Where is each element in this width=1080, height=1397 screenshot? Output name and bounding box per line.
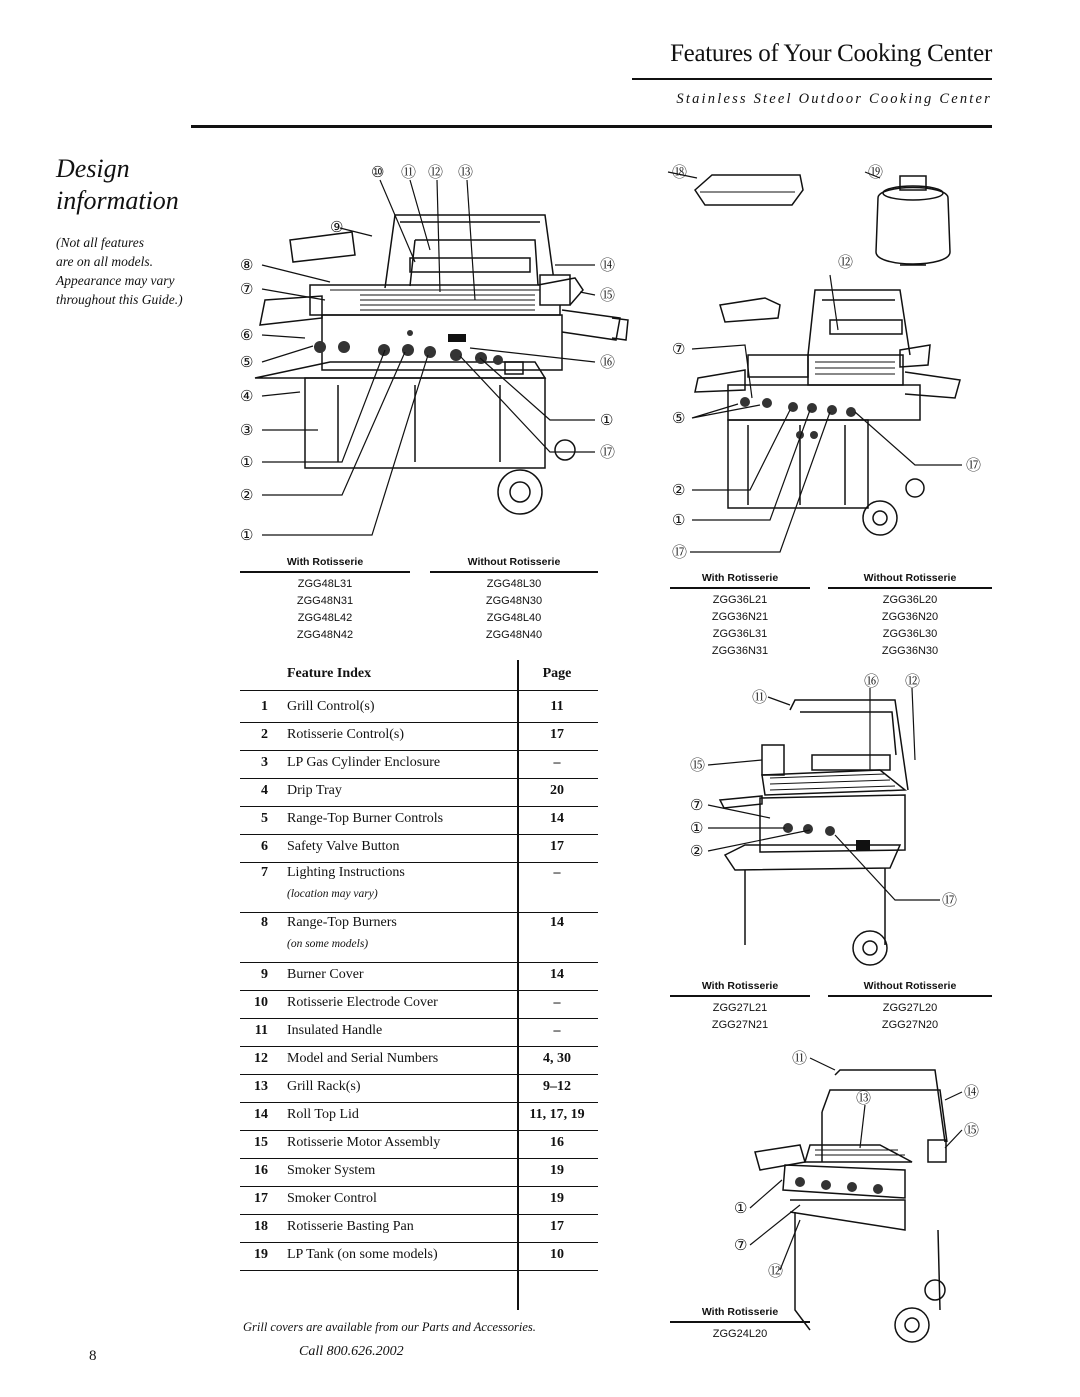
feature-number: 19	[254, 1247, 268, 1262]
model-number: ZGG48L30	[486, 578, 542, 590]
callout-label: ⑭	[600, 257, 616, 274]
callout-label: ⑫	[905, 673, 921, 690]
feature-page: –	[553, 1023, 561, 1038]
model-number: ZGG48L31	[297, 578, 353, 590]
callout-label: ④	[240, 388, 254, 405]
feature-row	[240, 1215, 598, 1243]
callout-label: ⑧	[240, 257, 254, 274]
model-number: ZGG24L20	[712, 1328, 768, 1340]
page-subtitle: Stainless Steel Outdoor Cooking Center	[676, 91, 992, 107]
rule	[828, 995, 992, 997]
feature-row	[240, 991, 598, 1019]
feature-number: 12	[254, 1051, 268, 1066]
feature-number: 9	[261, 967, 268, 982]
model-number: ZGG48L42	[297, 612, 353, 624]
feature-label: Rotisserie Control(s)	[287, 727, 405, 742]
callout-label: ⑥	[240, 327, 254, 344]
feature-row	[240, 863, 598, 913]
model-list-27-without	[828, 1000, 992, 1034]
feature-label: Roll Top Lid	[287, 1107, 359, 1122]
callout-label: ⑯	[600, 354, 616, 371]
callout-label: ⑰	[672, 544, 688, 561]
feature-page: –	[553, 865, 561, 880]
callout-label: ⑨	[330, 219, 344, 236]
feature-row	[240, 695, 598, 723]
feature-row	[240, 1047, 598, 1075]
rule	[670, 1321, 810, 1323]
feature-label: Grill Control(s)	[287, 699, 375, 714]
callout-label: ②	[690, 843, 704, 860]
table-header-row	[240, 660, 598, 691]
feature-note: (on some models)	[287, 938, 369, 950]
feature-page: 14	[550, 811, 564, 826]
feature-label: LP Gas Cylinder Enclosure	[287, 755, 441, 770]
callout-label: ⑦	[240, 281, 254, 298]
feature-page: 20	[550, 783, 564, 798]
rule	[828, 587, 992, 589]
feature-number: 1	[261, 699, 268, 714]
page-title: Features of Your Cooking Center	[670, 40, 992, 67]
feature-number: 2	[261, 727, 268, 742]
callout-label: ⑫	[768, 1263, 784, 1280]
callout-label: ①	[690, 820, 704, 837]
model-list-36-with	[670, 592, 810, 660]
callout-label: ①	[734, 1200, 748, 1217]
feature-number: 3	[261, 755, 268, 770]
model-number: ZGG36L20	[882, 594, 938, 606]
feature-page: 14	[550, 915, 564, 930]
feature-page: 16	[550, 1135, 564, 1150]
feature-page: 11	[550, 699, 564, 714]
feature-page: 14	[550, 967, 564, 982]
model-table-36-without-header: Without Rotisserie	[863, 572, 957, 584]
callout-label: ⑮	[964, 1122, 980, 1139]
callout-label: ⑰	[600, 444, 616, 461]
feature-number: 18	[254, 1219, 268, 1234]
callout-label: ②	[672, 482, 686, 499]
feature-page: –	[553, 755, 561, 770]
feature-label: LP Tank (on some models)	[287, 1247, 438, 1262]
feature-number: 11	[254, 1023, 268, 1038]
feature-row	[240, 963, 598, 991]
callout-label: ⑪	[792, 1050, 808, 1067]
feature-number: 17	[254, 1191, 268, 1206]
callout-label: ①	[600, 412, 614, 429]
model-table-48-without-header: Without Rotisserie	[467, 556, 561, 568]
model-table-48-with-header: With Rotisserie	[286, 556, 364, 568]
feature-label: Range-Top Burners	[287, 915, 397, 930]
feature-label: Model and Serial Numbers	[287, 1051, 439, 1066]
note-line: throughout this Guide.)	[56, 292, 183, 307]
feature-page: 17	[550, 839, 564, 854]
callout-label: ⑰	[942, 892, 958, 909]
feature-row	[240, 751, 598, 779]
callout-label: ⑦	[734, 1237, 748, 1254]
feature-row	[240, 807, 598, 835]
callout-label: ⑤	[672, 410, 686, 427]
feature-number: 16	[254, 1163, 268, 1178]
feature-row	[240, 1103, 598, 1131]
feature-number: 7	[261, 865, 268, 880]
callout-label: ⑯	[864, 673, 880, 690]
feature-row	[240, 913, 598, 963]
feature-label: Insulated Handle	[287, 1023, 383, 1038]
grill-27-illustration	[708, 688, 940, 965]
model-list-24-with	[670, 1326, 810, 1343]
model-table-27-without-header: Without Rotisserie	[863, 980, 957, 992]
rule	[430, 571, 598, 573]
callout-label: ⑰	[966, 457, 982, 474]
callout-label: ⑭	[964, 1084, 980, 1101]
grill-48-illustration	[255, 180, 628, 535]
section-title-line2: information	[56, 186, 179, 215]
note-line: Appearance may vary	[56, 273, 175, 288]
model-number: ZGG36N30	[881, 645, 939, 657]
note-line: (Not all features	[56, 235, 144, 250]
callout-label: ①	[240, 527, 254, 544]
callout-label: ⑫	[838, 254, 854, 271]
model-table-36-with-header: With Rotisserie	[701, 572, 779, 584]
callout-label: ①	[240, 454, 254, 471]
feature-row	[240, 835, 598, 863]
feature-label: Rotisserie Basting Pan	[287, 1219, 414, 1234]
grill-36-illustration	[690, 275, 962, 552]
model-number: ZGG48L40	[486, 612, 542, 624]
feature-label: Smoker Control	[287, 1191, 377, 1206]
callout-label: ⑬	[856, 1090, 872, 1107]
feature-row	[240, 1243, 598, 1271]
model-number: ZGG48N42	[296, 629, 354, 641]
rule	[670, 587, 810, 589]
callout-label: ⑪	[752, 689, 768, 706]
feature-number: 6	[261, 839, 268, 854]
model-number: ZGG36L21	[712, 594, 768, 606]
callout-label: ①	[672, 512, 686, 529]
feature-row	[240, 1019, 598, 1047]
note-line: are on all models.	[56, 254, 153, 269]
model-number: ZGG36N20	[881, 611, 939, 623]
section-title-line1: Design	[56, 154, 130, 183]
feature-page: 19	[550, 1191, 564, 1206]
feature-label: Range-Top Burner Controls	[287, 811, 444, 826]
footer-call: Call 800.626.2002	[299, 1344, 404, 1359]
callout-label: ②	[240, 487, 254, 504]
feature-page: 17	[550, 727, 564, 742]
feature-row	[240, 723, 598, 751]
rule	[670, 995, 810, 997]
feature-page: 11, 17, 19	[529, 1107, 585, 1122]
model-number: ZGG48N31	[296, 595, 354, 607]
feature-page: 4, 30	[543, 1051, 571, 1066]
feature-page: –	[553, 995, 561, 1010]
feature-label: Burner Cover	[287, 967, 364, 982]
callout-label: ⑮	[690, 757, 706, 774]
model-number: ZGG27L20	[882, 1002, 938, 1014]
rule	[240, 571, 410, 573]
page-number: 8	[89, 1348, 97, 1364]
feature-row	[240, 1159, 598, 1187]
model-number: ZGG27N20	[881, 1019, 939, 1031]
feature-page: 17	[550, 1219, 564, 1234]
model-number: ZGG36N21	[711, 611, 769, 623]
model-number: ZGG27L21	[712, 1002, 768, 1014]
feature-index-rows	[240, 695, 598, 1271]
callout-label: ⑲	[868, 164, 884, 181]
feature-number: 14	[254, 1107, 268, 1122]
callout-label: ⑱	[672, 164, 688, 181]
model-table-27-with-header: With Rotisserie	[701, 980, 779, 992]
model-number: ZGG36N31	[711, 645, 769, 657]
feature-row	[240, 1131, 598, 1159]
feature-row	[240, 1075, 598, 1103]
feature-label: Lighting Instructions	[287, 865, 405, 880]
feature-number: 5	[261, 811, 268, 826]
accessories-illustration	[668, 172, 950, 265]
callout-label: ⑮	[600, 287, 616, 304]
feature-index-header: Feature Index	[287, 666, 372, 681]
model-list-36-without	[828, 592, 992, 660]
feature-number: 4	[261, 783, 268, 798]
feature-label: Rotisserie Electrode Cover	[287, 995, 438, 1010]
callout-label: ⑩	[371, 164, 385, 181]
model-list-48-without	[430, 576, 598, 644]
feature-label: Rotisserie Motor Assembly	[287, 1135, 441, 1150]
feature-label: Smoker System	[287, 1163, 376, 1178]
callout-label: ⑬	[458, 164, 474, 181]
model-list-27-with	[670, 1000, 810, 1034]
model-number: ZGG48N40	[485, 629, 543, 641]
callout-label: ⑪	[401, 164, 417, 181]
feature-page: 10	[550, 1247, 564, 1262]
callout-label: ⑦	[690, 797, 704, 814]
model-number: ZGG48N30	[485, 595, 543, 607]
feature-row	[240, 1187, 598, 1215]
page-header: Page	[542, 666, 572, 681]
feature-row	[240, 779, 598, 807]
footer-note: Grill covers are available from our Parts and Accessories.	[243, 1320, 536, 1334]
feature-number: 10	[254, 995, 268, 1010]
feature-label: Drip Tray	[287, 783, 342, 798]
callout-label: ⑫	[428, 164, 444, 181]
feature-label: Safety Valve Button	[287, 839, 400, 854]
feature-number: 8	[261, 915, 268, 930]
feature-number: 15	[254, 1135, 268, 1150]
feature-index-table	[240, 660, 598, 1271]
callout-label: ⑦	[672, 341, 686, 358]
model-table-24-with-header: With Rotisserie	[701, 1306, 779, 1318]
model-list-48-with	[240, 576, 410, 644]
feature-page: 9–12	[543, 1079, 571, 1094]
feature-page: 19	[550, 1163, 564, 1178]
feature-number: 13	[254, 1079, 268, 1094]
model-number: ZGG36L31	[712, 628, 768, 640]
callout-label: ⑤	[240, 354, 254, 371]
feature-label: Grill Rack(s)	[287, 1079, 361, 1094]
model-number: ZGG27N21	[711, 1019, 769, 1031]
model-number: ZGG36L30	[882, 628, 938, 640]
feature-note: (location may vary)	[287, 888, 378, 900]
callout-label: ③	[240, 422, 254, 439]
